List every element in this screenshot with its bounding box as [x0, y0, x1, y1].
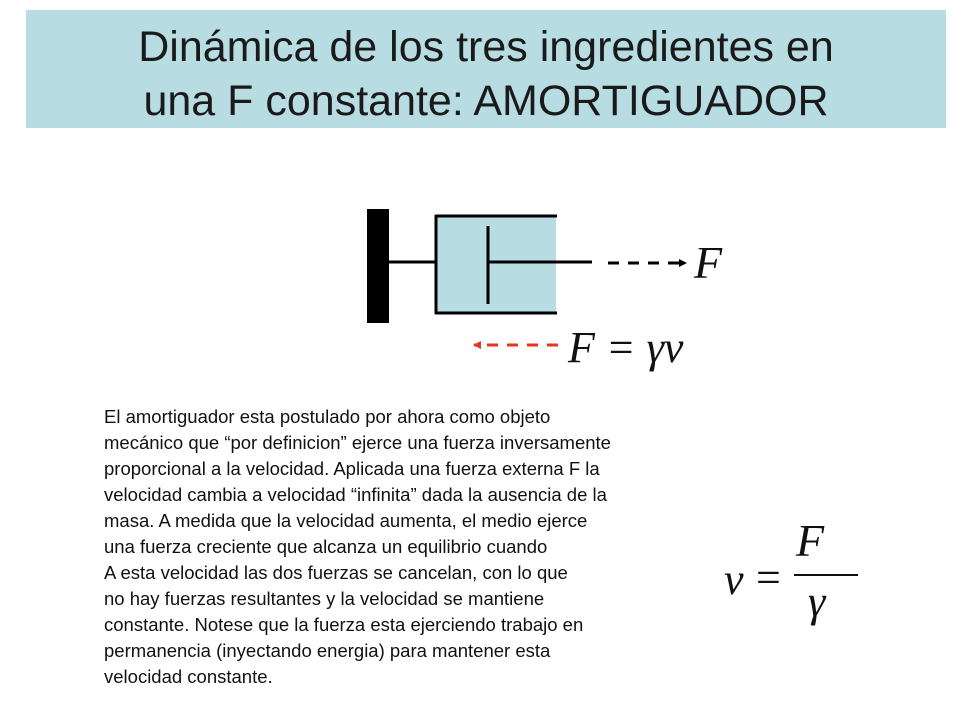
damping-force-label: F = γv [568, 323, 684, 372]
external-force-label: F [694, 237, 723, 288]
fixed-wall [367, 209, 389, 323]
equation-lhs: v [724, 555, 744, 604]
paragraph-line: permanencia (inyectando energia) para mantener esta [104, 640, 551, 661]
equation-equals: = [756, 553, 781, 602]
paragraph-line: no hay fuerzas resultantes y la velocidad se mantiene [104, 588, 545, 609]
paragraph-line: A esta velocidad las dos fuerzas se cancelan, con lo que [104, 562, 568, 583]
paragraph-line: proporcional a la velocidad. Aplicada una fuerza externa F la [104, 458, 600, 479]
title-line-1: Dinámica de los tres ingredientes en [138, 23, 834, 71]
paragraph-line: una fuerza creciente que alcanza un equilibrio cuando [104, 536, 548, 557]
fraction-bar [794, 574, 858, 576]
equation-numerator: F [796, 515, 825, 566]
terminal-velocity-equation [724, 515, 844, 632]
paragraph-line: velocidad cambia a velocidad “infinita” dada la ausencia de la [104, 484, 607, 505]
paragraph-line: El amortiguador esta postulado por ahora como objeto [104, 406, 551, 427]
damper-cylinder [436, 216, 556, 313]
equation-denominator: γ [808, 577, 826, 626]
paragraph-line: masa. A medida que la velocidad aumenta, el medio ejerce [104, 510, 588, 531]
title-line-2: una F constante: AMORTIGUADOR [143, 77, 829, 125]
paragraph-line: constante. Notese que la fuerza esta ejerciendo trabajo en [104, 614, 584, 635]
paragraph-line: mecánico que “por definicion” ejerce una fuerza inversamente [104, 432, 611, 453]
paragraph-line: velocidad constante. [104, 666, 273, 687]
